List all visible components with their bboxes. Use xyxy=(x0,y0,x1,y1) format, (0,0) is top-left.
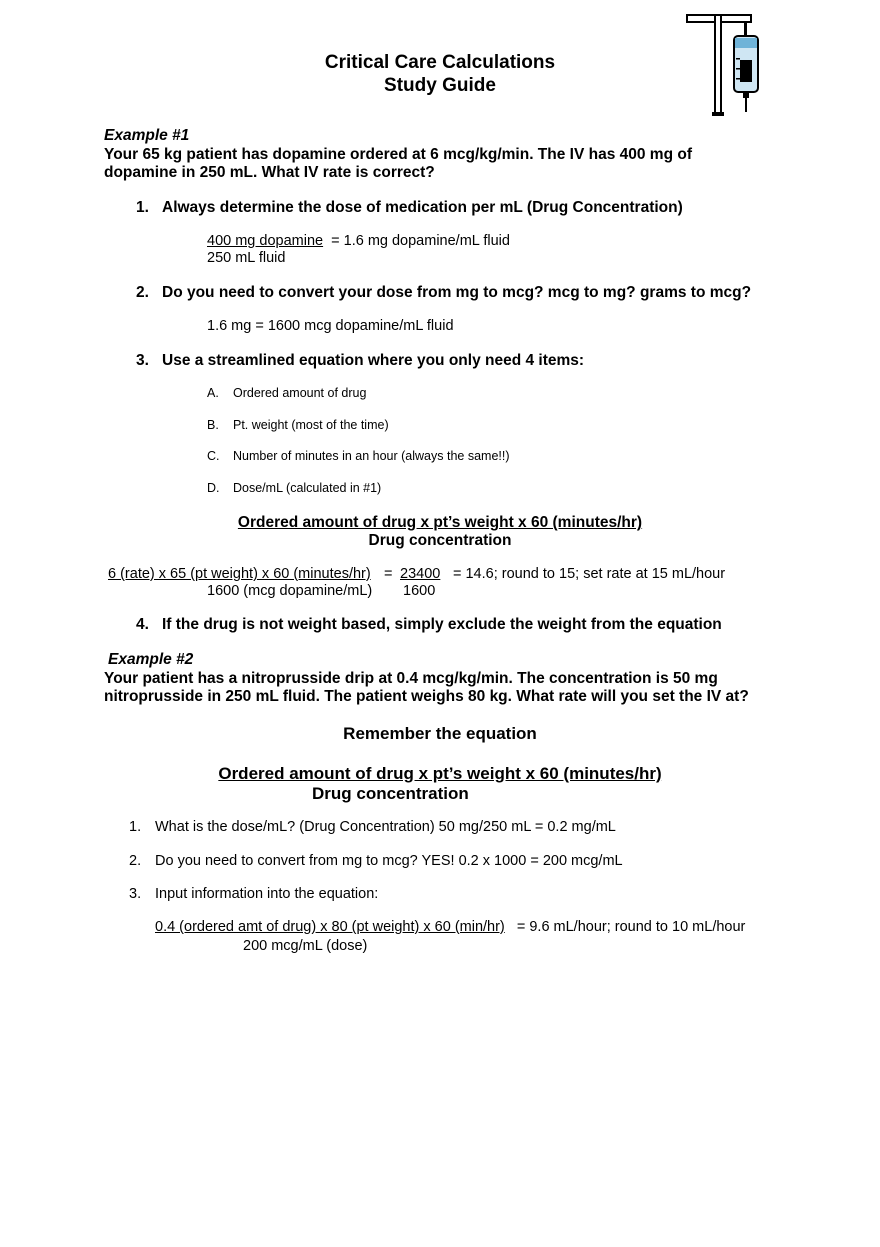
example1-problem-line1: Your 65 kg patient has dopamine ordered at 6 mcg/kg/min. The IV has 400 mg of xyxy=(104,146,692,163)
step2-heading xyxy=(136,284,751,302)
equation2-numerator: Ordered amount of drug x pt’s weight x 60 (minutes/hr) xyxy=(218,764,662,783)
step2-num: 2. xyxy=(136,284,149,301)
step4-text: If the drug is not weight based, simply exclude the weight from the equation xyxy=(162,616,722,633)
equation1-numerator: Ordered amount of drug x pt’s weight x 60 (minutes/hr) xyxy=(237,514,643,531)
calc1-value-denominator: 1600 xyxy=(403,583,436,599)
step1-denominator: 250 mL fluid xyxy=(207,250,286,266)
example1-problem-line2: dopamine in 250 mL. What IV rate is correct? xyxy=(104,164,435,181)
calc2-numerator: 0.4 (ordered amt of drug) x 80 (pt weight) x 60 (min/hr) xyxy=(155,919,505,935)
step1-text: Always determine the dose of medication per mL (Drug Concentration) xyxy=(162,199,683,216)
step2-answer: 1.6 mg = 1600 mcg dopamine/mL fluid xyxy=(207,318,454,334)
example2-problem-line1: Your patient has a nitroprusside drip at 0.4 mcg/kg/min. The concentration is 50 mg xyxy=(104,670,718,687)
list-item: B. Pt. weight (most of the time) xyxy=(207,418,389,432)
calc1-denominator: 1600 (mcg dopamine/mL) xyxy=(207,583,373,599)
step1-heading xyxy=(136,199,683,217)
list-item: D. Dose/mL (calculated in #1) xyxy=(207,481,382,495)
step2-text: Do you need to convert your dose from mg to mcg? mcg to mg? grams to mcg? xyxy=(162,284,752,301)
iv-bag-icon xyxy=(684,12,776,120)
equation2-denominator: Drug concentration xyxy=(312,784,469,803)
step1-fraction-row xyxy=(207,233,510,249)
step1-result: = 1.6 mg dopamine/mL fluid xyxy=(331,233,510,249)
example2-label: Example #2 xyxy=(108,651,194,668)
calc2-result: = 9.6 mL/hour; round to 10 mL/hour xyxy=(516,919,746,935)
example2-step: 2. Do you need to convert from mg to mcg? YES! 0.2 x 1000 = 200 mcg/mL xyxy=(129,853,623,869)
example2-problem-line2: nitroprusside in 250 mL fluid. The patient weighs 80 kg. What rate will you set the IV at? xyxy=(104,688,749,705)
step1-num: 1. xyxy=(136,199,149,216)
step3-num: 3. xyxy=(136,352,149,369)
example2-step: 1. What is the dose/mL? (Drug Concentration) 50 mg/250 mL = 0.2 mg/mL xyxy=(129,819,616,835)
step3-text: Use a streamlined equation where you only need 4 items: xyxy=(162,352,585,369)
step4-num: 4. xyxy=(136,616,149,633)
calc2-row xyxy=(155,919,745,935)
list-item: A. Ordered amount of drug xyxy=(207,386,367,400)
example1-label: Example #1 xyxy=(104,127,190,144)
page-subtitle: Study Guide xyxy=(384,75,496,96)
equation1-denominator: Drug concentration xyxy=(368,532,512,549)
calc1-numerator: 6 (rate) x 65 (pt weight) x 60 (minutes/hr) xyxy=(108,566,371,582)
example2-step: 3. Input information into the equation: xyxy=(129,886,379,902)
step3-heading xyxy=(136,352,584,370)
remember-heading: Remember the equation xyxy=(343,724,537,743)
calc2-denominator: 200 mcg/mL (dose) xyxy=(243,938,368,954)
step1-numerator: 400 mg dopamine xyxy=(207,233,324,249)
page-title: Critical Care Calculations xyxy=(324,52,556,73)
calc1-value-numerator: 23400 xyxy=(400,566,441,582)
list-item: C. Number of minutes in an hour (always the same!!) xyxy=(207,449,510,463)
calc1-equals: = xyxy=(384,566,393,582)
calc1-result: = 14.6; round to 15; set rate at 15 mL/hour xyxy=(453,566,726,582)
step4-heading xyxy=(136,616,722,634)
